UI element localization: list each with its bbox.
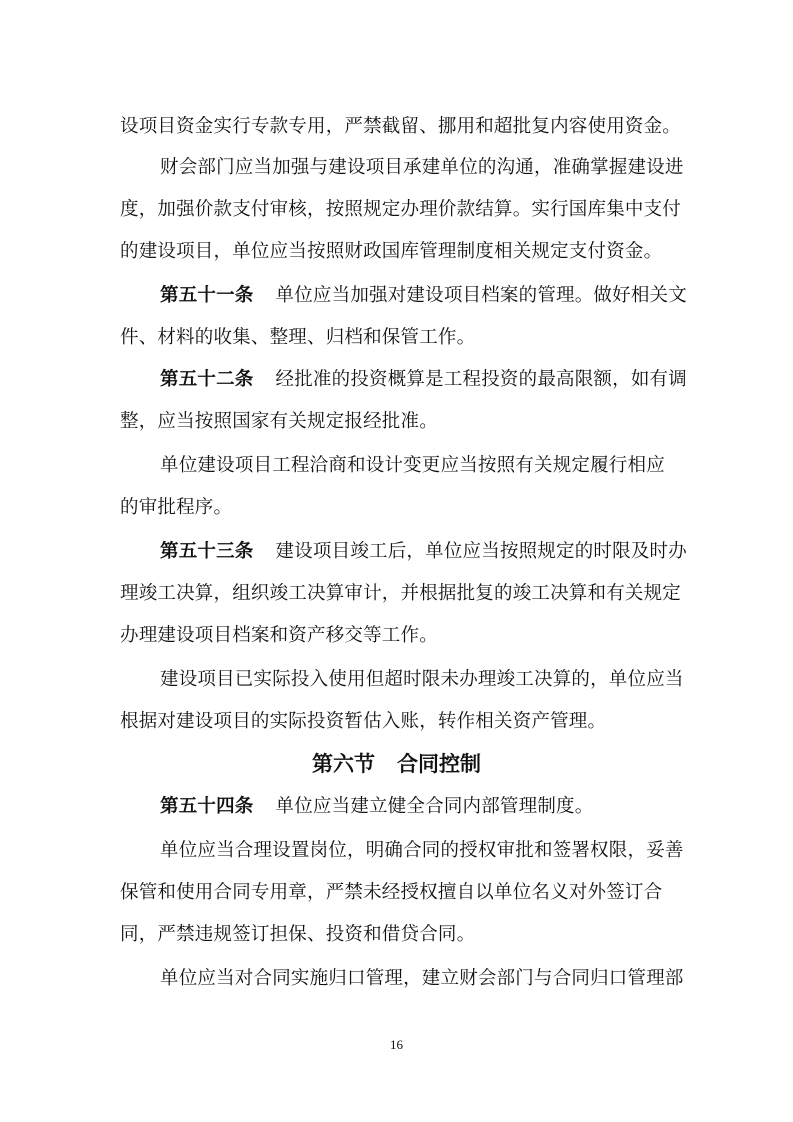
paragraph-line: 根据对建设项目的实际投资暂估入账，转作相关资产管理。: [120, 711, 607, 732]
article-number: 第五十四条: [160, 796, 254, 817]
paragraph-line: 办理建设项目档案和资产移交等工作。: [120, 625, 438, 646]
article-52-line: [160, 367, 687, 393]
paragraph-line: 整，应当按照国家有关规定报经批准。: [120, 411, 438, 432]
article-number: 第五十一条: [160, 285, 254, 306]
paragraph-line: 设项目资金实行专款专用，严禁截留、挪用和超批复内容使用资金。: [120, 116, 682, 137]
paragraph-line: 理竣工决算，组织竣工决算审计，并根据批复的竣工决算和有关规定: [120, 583, 682, 604]
paragraph-line: 建设项目已实际投入使用但超时限未办理竣工决算的，单位应当: [160, 669, 684, 690]
article-number: 第五十二条: [160, 369, 254, 390]
paragraph-line: 单位应当合理设置岗位，明确合同的授权审批和签署权限，妥善: [160, 840, 684, 861]
article-text: 经批准的投资概算是工程投资的最高限额，如有调: [275, 369, 687, 390]
section-heading: [0, 750, 793, 778]
paragraph-line: 财会部门应当加强与建设项目承建单位的沟通，准确掌握建设进: [160, 157, 684, 178]
article-53-line: [160, 539, 687, 565]
paragraph-line: 件、材料的收集、整理、归档和保管工作。: [120, 327, 476, 348]
paragraph-line: 单位建设项目工程洽商和设计变更应当按照有关规定履行相应: [160, 455, 665, 476]
paragraph-line: 的建设项目，单位应当按照财政国库管理制度相关规定支付资金。: [120, 241, 663, 262]
article-54-line: [160, 794, 680, 820]
paragraph-line: 的审批程序。: [120, 497, 233, 518]
section-number: 第六节: [312, 752, 375, 776]
paragraph-line: 单位应当对合同实施归口管理，建立财会部门与合同归口管理部: [160, 968, 684, 989]
article-51-line: [160, 283, 687, 309]
paragraph-line: 度，加强价款支付审核，按照规定办理价款结算。实行国库集中支付: [120, 199, 682, 220]
article-text: 单位应当加强对建设项目档案的管理。做好相关文: [275, 285, 687, 306]
paragraph-line: 同，严禁违规签订担保、投资和借贷合同。: [120, 924, 476, 945]
article-text: 单位应当建立健全合同内部管理制度。: [275, 796, 594, 817]
page-number: 16: [390, 1037, 403, 1052]
article-number: 第五十三条: [160, 541, 254, 562]
article-text: 建设项目竣工后，单位应当按照规定的时限及时办: [275, 541, 687, 562]
section-title: 合同控制: [397, 752, 481, 776]
paragraph-line: 保管和使用合同专用章，严禁未经授权擅自以单位名义对外签订合: [120, 882, 663, 903]
